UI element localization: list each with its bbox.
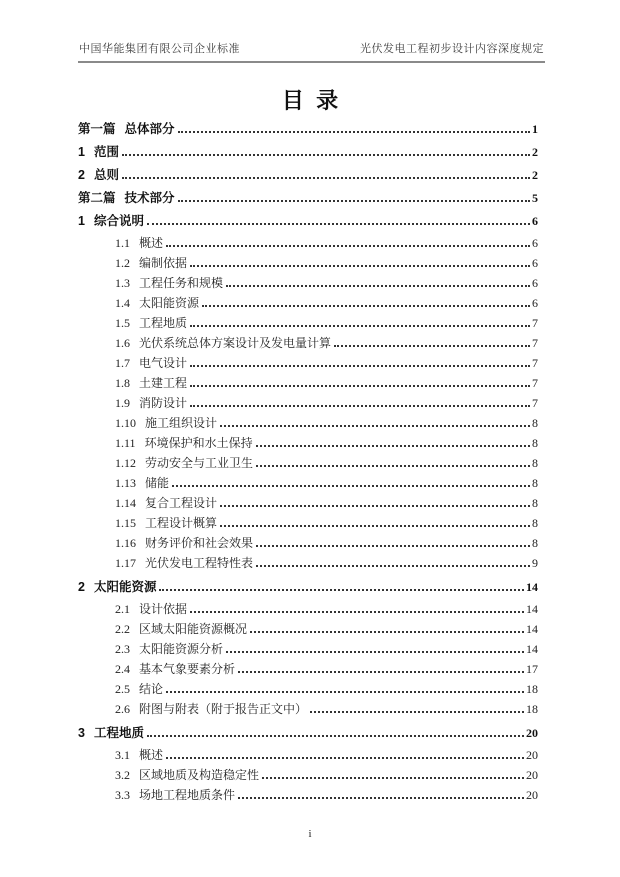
toc-leader-dots [190,385,530,387]
toc-entry[interactable] [78,640,538,660]
toc-entry[interactable] [78,234,538,254]
toc-entry-number: 1.15 [115,516,136,530]
toc-leader-dots [310,711,524,713]
toc-entry-page: 6 [532,256,538,270]
toc-entry-number: 2 [78,580,85,594]
toc-leader-dots [256,545,530,547]
toc-entry-number: 3.2 [115,768,130,782]
toc-leader-dots [202,305,530,307]
toc-entry-page: 14 [526,622,538,636]
toc-entry[interactable] [78,786,538,806]
toc-list [78,116,538,806]
toc-entry-label: 太阳能资源 [139,296,200,310]
toc-entry-label: 太阳能资源 [93,580,157,594]
page-header [79,40,544,56]
toc-entry[interactable] [78,165,538,185]
toc-entry[interactable] [78,620,538,640]
toc-entry-number: 1 [78,214,85,228]
toc-entry-page: 6 [532,214,538,228]
toc-entry-number: 1.10 [115,416,136,430]
toc-entry-number: 1.11 [115,436,136,450]
toc-entry-page: 8 [532,536,538,550]
toc-entry-number: 3.1 [115,748,130,762]
toc-entry[interactable] [78,700,538,720]
toc-entry-number: 2.6 [115,702,130,716]
toc-entry-number: 1.2 [115,256,130,270]
toc-entry-number: 2.3 [115,642,130,656]
toc-entry-page: 6 [532,296,538,310]
toc-entry-label: 光伏发电工程特性表 [145,556,254,570]
toc-entry[interactable] [78,374,538,394]
toc-leader-dots [122,154,530,156]
footer-page-number: i [308,828,312,840]
toc-entry[interactable] [78,414,538,434]
toc-leader-dots [190,265,530,267]
toc-leader-dots [238,671,524,673]
toc-entry[interactable] [78,746,538,766]
toc-entry-page: 18 [526,702,538,716]
toc-entry-label: 编制依据 [139,256,188,270]
toc-entry[interactable] [78,274,538,294]
toc-entry-page: 8 [532,496,538,510]
toc-entry-page: 8 [532,436,538,450]
toc-entry-page: 7 [532,316,538,330]
toc-entry-number: 1.6 [115,336,130,350]
toc-entry-label: 区域太阳能资源概况 [139,622,248,636]
toc-entry[interactable] [78,119,538,139]
toc-entry[interactable] [78,723,538,743]
toc-entry-label: 储能 [145,476,170,490]
toc-entry-number: 3.3 [115,788,130,802]
toc-entry-number: 1.16 [115,536,136,550]
toc-entry-label: 工程设计概算 [145,516,218,530]
toc-entry-number: 1.9 [115,396,130,410]
toc-leader-dots [190,405,530,407]
toc-entry[interactable] [78,394,538,414]
toc-entry-page: 8 [532,456,538,470]
toc-leader-dots [178,131,530,133]
toc-entry-page: 8 [532,516,538,530]
toc-entry-label: 工程任务和规模 [139,276,224,290]
toc-entry-number: 2.4 [115,662,130,676]
toc-entry-page: 18 [526,682,538,696]
toc-entry[interactable] [78,514,538,534]
toc-leader-dots [238,797,524,799]
toc-leader-dots [262,777,524,779]
toc-entry[interactable] [78,314,538,334]
toc-entry-page: 6 [532,236,538,250]
toc-entry[interactable] [78,660,538,680]
toc-leader-dots [220,505,530,507]
toc-entry-number: 2.5 [115,682,130,696]
toc-entry-number: 2 [78,168,85,182]
toc-entry-page: 2 [532,168,538,182]
toc-entry-page: 20 [526,726,538,740]
toc-leader-dots [159,589,524,591]
toc-entry[interactable] [78,434,538,454]
toc-entry[interactable] [78,334,538,354]
toc-entry[interactable] [78,534,538,554]
toc-entry[interactable] [78,600,538,620]
toc-entry-number: 3 [78,726,85,740]
toc-entry-page: 2 [532,145,538,159]
toc-leader-dots [147,223,530,225]
toc-entry-label: 基本气象要素分析 [139,662,236,676]
toc-leader-dots [334,345,530,347]
toc-leader-dots [172,485,530,487]
toc-leader-dots [166,691,524,693]
toc-entry-page: 7 [532,336,538,350]
header-left-text: 中国华能集团有限公司企业标准 [79,43,240,55]
toc-entry-page: 14 [526,642,538,656]
toc-entry-label: 工程地质 [139,316,188,330]
toc-leader-dots [250,631,524,633]
toc-entry-page: 14 [526,580,538,594]
toc-leader-dots [190,365,530,367]
toc-leader-dots [166,245,530,247]
toc-entry-page: 5 [532,191,538,205]
toc-entry-page: 7 [532,396,538,410]
toc-entry[interactable] [78,454,538,474]
toc-leader-dots [256,565,530,567]
toc-entry-page: 8 [532,476,538,490]
toc-entry-page: 7 [532,356,538,370]
toc-title: 目 录 [281,88,339,113]
toc-leader-dots [166,757,524,759]
toc-entry-label: 范围 [93,145,119,159]
toc-leader-dots [226,285,530,287]
toc-leader-dots [256,445,530,447]
toc-entry-page: 8 [532,416,538,430]
toc-entry-label: 附图与附表（附于报告正文中） [139,702,308,716]
header-right-text: 光伏发电工程初步设计内容深度规定 [360,43,544,55]
toc-leader-dots [122,177,530,179]
toc-entry-number: 1.13 [115,476,136,490]
toc-entry-page: 17 [526,662,538,676]
toc-entry[interactable] [78,294,538,314]
toc-leader-dots [220,525,530,527]
toc-entry-number: 第一篇 [78,122,116,136]
toc-entry[interactable] [78,354,538,374]
toc-entry-label: 财务评价和社会效果 [145,536,254,550]
toc-entry[interactable] [78,142,538,162]
toc-entry-label: 施工组织设计 [145,416,218,430]
toc-entry-number: 2.2 [115,622,130,636]
toc-entry[interactable] [78,474,538,494]
toc-entry-label: 技术部分 [124,191,175,205]
toc-entry-number: 1.8 [115,376,130,390]
toc-entry-label: 综合说明 [93,214,144,228]
toc-entry-label: 设计依据 [139,602,188,616]
toc-entry-number: 1.3 [115,276,130,290]
toc-entry[interactable] [78,188,538,208]
toc-entry-number: 1.4 [115,296,130,310]
toc-entry-number: 1.7 [115,356,130,370]
toc-leader-dots [256,465,530,467]
toc-entry-number: 1.1 [115,236,130,250]
toc-entry[interactable] [78,494,538,514]
toc-entry-page: 20 [526,748,538,762]
toc-entry-number: 2.1 [115,602,130,616]
toc-entry[interactable] [78,577,538,597]
toc-entry[interactable] [78,254,538,274]
toc-entry-label: 总体部分 [124,122,175,136]
toc-leader-dots [190,611,524,613]
toc-entry-label: 消防设计 [139,396,188,410]
toc-leader-dots [178,200,530,202]
toc-entry-label: 电气设计 [139,356,188,370]
toc-entry-page: 1 [532,122,538,136]
toc-leader-dots [220,425,530,427]
toc-entry-label: 劳动安全与工业卫生 [145,456,254,470]
toc-entry-label: 环境保护和水土保持 [144,436,253,450]
toc-entry-label: 工程地质 [93,726,144,740]
toc-leader-dots [226,651,524,653]
toc-entry-label: 区域地质及构造稳定性 [139,768,260,782]
toc-leader-dots [190,325,530,327]
toc-entry-page: 6 [532,276,538,290]
header-divider [78,61,545,63]
toc-entry[interactable] [78,554,538,574]
toc-entry-label: 概述 [139,748,164,762]
toc-entry-number: 1.5 [115,316,130,330]
toc-entry-number: 1.12 [115,456,136,470]
toc-entry-page: 14 [526,602,538,616]
toc-entry-label: 场地工程地质条件 [139,788,236,802]
toc-entry[interactable] [78,211,538,231]
toc-entry-page: 20 [526,788,538,802]
toc-entry-number: 1.17 [115,556,136,570]
toc-entry-label: 结论 [139,682,164,696]
toc-entry-label: 复合工程设计 [145,496,218,510]
toc-entry-label: 总则 [93,168,119,182]
toc-entry-label: 太阳能资源分析 [139,642,224,656]
toc-entry-number: 第二篇 [78,191,116,205]
toc-entry-number: 1.14 [115,496,136,510]
toc-entry-page: 7 [532,376,538,390]
toc-entry-label: 概述 [139,236,164,250]
toc-entry-label: 光伏系统总体方案设计及发电量计算 [139,336,332,350]
toc-entry-page: 20 [526,768,538,782]
toc-entry[interactable] [78,680,538,700]
toc-entry-number: 1 [78,145,85,159]
toc-leader-dots [147,735,524,737]
toc-entry-page: 9 [532,556,538,570]
toc-entry-label: 土建工程 [139,376,188,390]
toc-entry[interactable] [78,766,538,786]
